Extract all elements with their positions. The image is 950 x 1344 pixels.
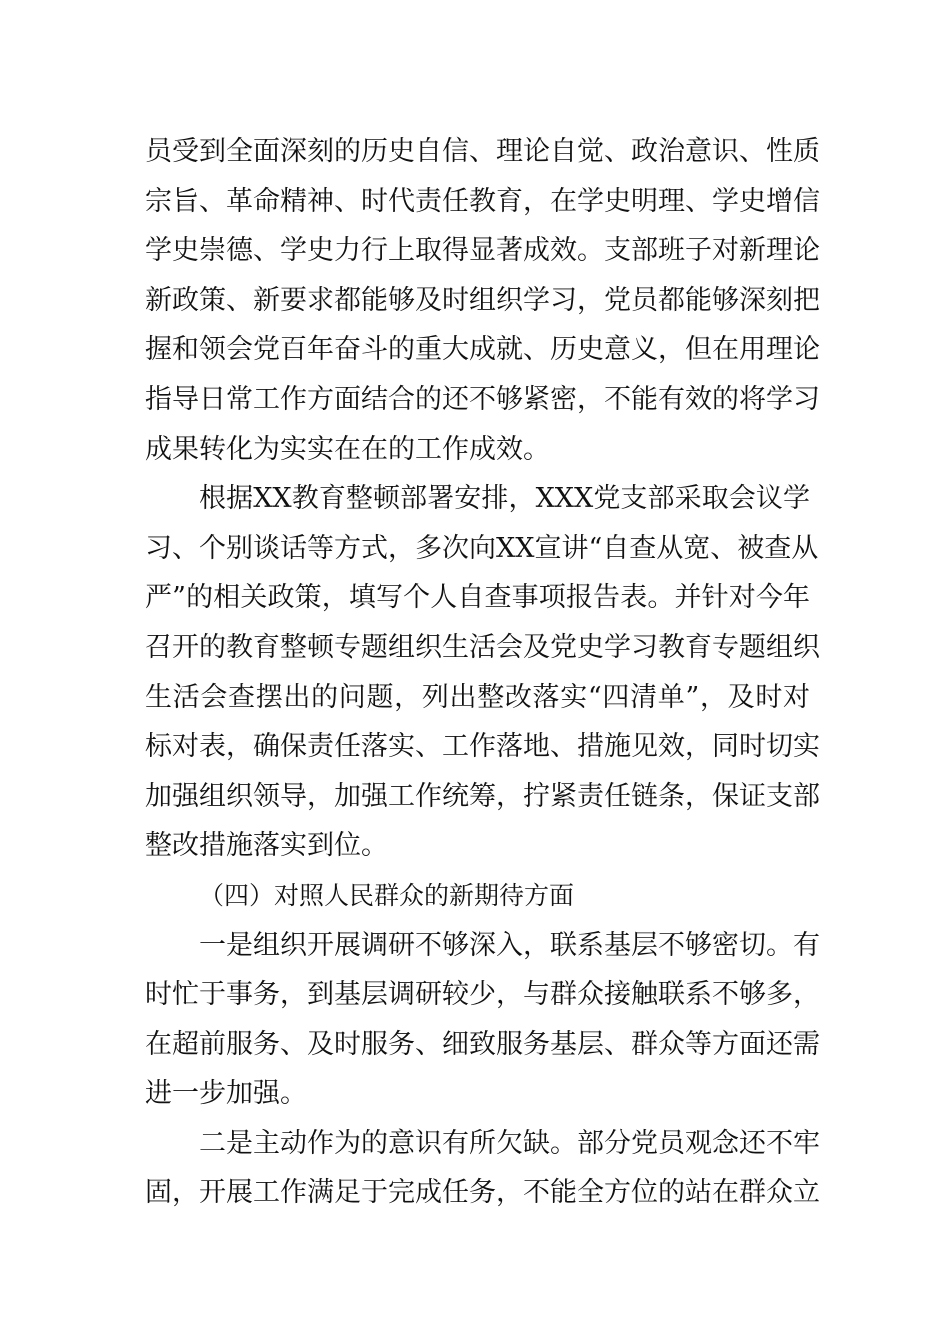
text-line: 生活会查摆出的问题，列出整改落实“四清单”，及时对 [145,681,810,713]
text-line: 固，开展工作满足于完成任务，不能全方位的站在群众立 [145,1177,820,1209]
text-line: 新政策、新要求都能够及时组织学习，党员都能够深刻把 [145,284,820,316]
text-line: 整改措施落实到位。 [145,830,388,862]
text-line: 习、个别谈话等方式，多次向XX宣讲“自查从宽、被查从 [145,532,819,564]
text-line: 时忙于事务，到基层调研较少，与群众接触联系不够多， [145,979,820,1011]
text-line: 学史崇德、学史力行上取得显著成效。支部班子对新理论 [145,235,820,267]
section-heading: （四）对照人民群众的新期待方面 [199,880,575,910]
text-line: 一是组织开展调研不够深入，联系基层不够密切。有 [199,929,820,961]
text-line: 根据XX教育整顿部署安排，XXX党支部采取会议学 [199,483,810,515]
text-line: 严”的相关政策，填写个人自查事项报告表。并针对今年 [145,582,810,614]
text-line: 宗旨、革命精神、时代责任教育，在学史明理、学史增信 [145,185,820,217]
text-line: 加强组织领导，加强工作统筹，拧紧责任链条，保证支部 [145,780,820,812]
document-body [145,127,820,1218]
text-line: 成果转化为实实在在的工作成效。 [145,433,550,465]
text-line: 员受到全面深刻的历史自信、理论自觉、政治意识、性质 [145,136,820,167]
text-line: 在超前服务、及时服务、细致服务基层、群众等方面还需 [145,1028,820,1060]
text-line: 握和领会党百年奋斗的重大成就、历史意义，但在用理论 [145,334,820,366]
text-line: 召开的教育整顿专题组织生活会及党史学习教育专题组织 [145,631,820,663]
text-line: 指导日常工作方面结合的还不够紧密，不能有效的将学习 [145,383,820,415]
text-line: 标对表，确保责任落实、工作落地、措施见效，同时切实 [145,731,820,763]
text-line: 进一步加强。 [145,1078,307,1110]
text-line: 二是主动作为的意识有所欠缺。部分党员观念还不牢 [199,1127,820,1159]
